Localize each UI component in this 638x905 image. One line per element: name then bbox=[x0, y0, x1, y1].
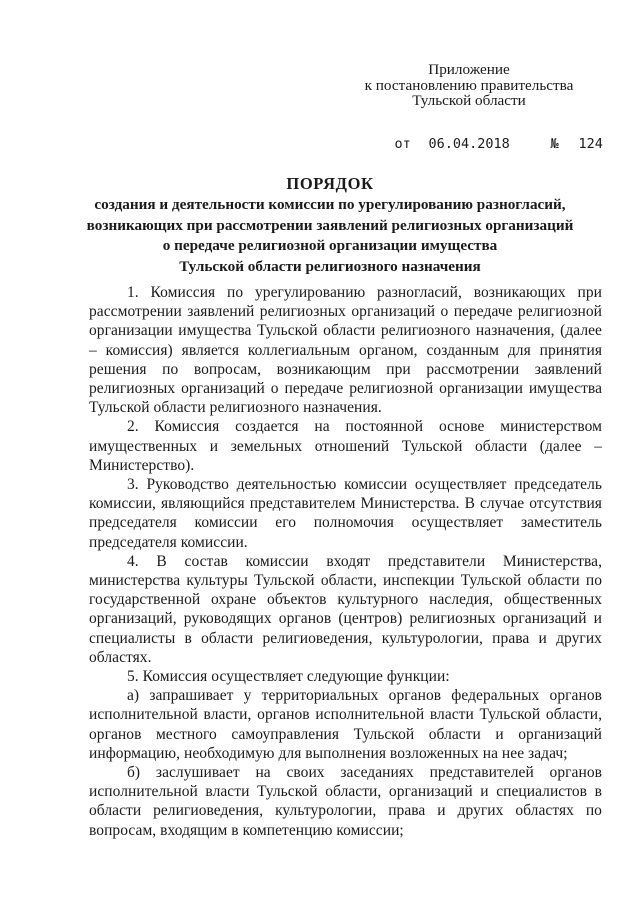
title-main: ПОРЯДОК bbox=[286, 174, 374, 193]
document-title bbox=[60, 173, 600, 277]
paragraph-2: 2. Комиссия создается на постоянной основе министерством имущественных и земельных отношений Тульской области (далее – Министерство). bbox=[89, 418, 602, 474]
paragraph-5a: а) запрашивает у территориальных органов федеральных органов исполнительной власти, органов исполнительной власти Тульской области, органов местного самоуправления Тульской области и организаций информацию, необходимую для выполнения возложенных на нее задач; bbox=[89, 687, 602, 762]
title-line-3: о передаче религиозной организации имущества bbox=[162, 237, 498, 254]
document-body bbox=[89, 283, 602, 840]
annex-line-2: к постановлению правительства bbox=[364, 76, 574, 94]
title-line-4: Тульской области религиозного назначения bbox=[179, 257, 481, 275]
paragraph-3: 3. Руководство деятельностью комиссии осуществляет председатель комиссии, являющийся представителем Министерства. В случае отсутствия председателя комиссии его полномочия осуществляет заместитель председателя комиссии. bbox=[89, 476, 602, 551]
annex-line-1: Приложение bbox=[428, 61, 510, 78]
order-date: 06.04.2018 bbox=[428, 136, 510, 152]
order-number: 124 bbox=[578, 136, 603, 152]
title-line-2: возникающих при рассмотрении заявлений религиозных организаций bbox=[86, 216, 574, 234]
paragraph-4: 4. В состав комиссии входят представители Министерства, министерства культуры Тульской области, инспекции Тульской области по государственной охране объектов культурного наследия, общественных организаций, руководящих органов (центров) религиозных организаций и специалисты в области религиоведения, культурологии, права и других областях. bbox=[89, 552, 602, 666]
annex-block bbox=[360, 62, 578, 109]
paragraph-5: 5. Комиссия осуществляет следующие функции: bbox=[127, 668, 450, 686]
order-date-number bbox=[362, 120, 603, 168]
number-label: № bbox=[550, 136, 559, 152]
paragraph-5b: б) заслушивает на своих заседаниях представителей органов исполнительной власти Тульской области, организаций и специалистов в области религиоведения, культурологии, права и других областях по вопросам, входящим в компетенцию комиссии; bbox=[89, 764, 602, 839]
from-label: от bbox=[394, 136, 411, 152]
annex-line-3: Тульской области bbox=[412, 92, 526, 109]
paragraph-1: 1. Комиссия по урегулированию разногласий, возникающих при рассмотрении заявлений религиозных организаций о передаче религиозной организации имущества Тульской области религиозного назначения, (далее – комиссия) является коллегиальным органом, созданным для принятия решения по вопросам, возникающим при рассмотрении заявлений религиозных организаций о передаче религиозной организации имущества Тульской области религиозного назначения. bbox=[89, 284, 602, 417]
title-line-1: создания и деятельности комиссии по урегулированию разногласий, bbox=[94, 196, 566, 213]
